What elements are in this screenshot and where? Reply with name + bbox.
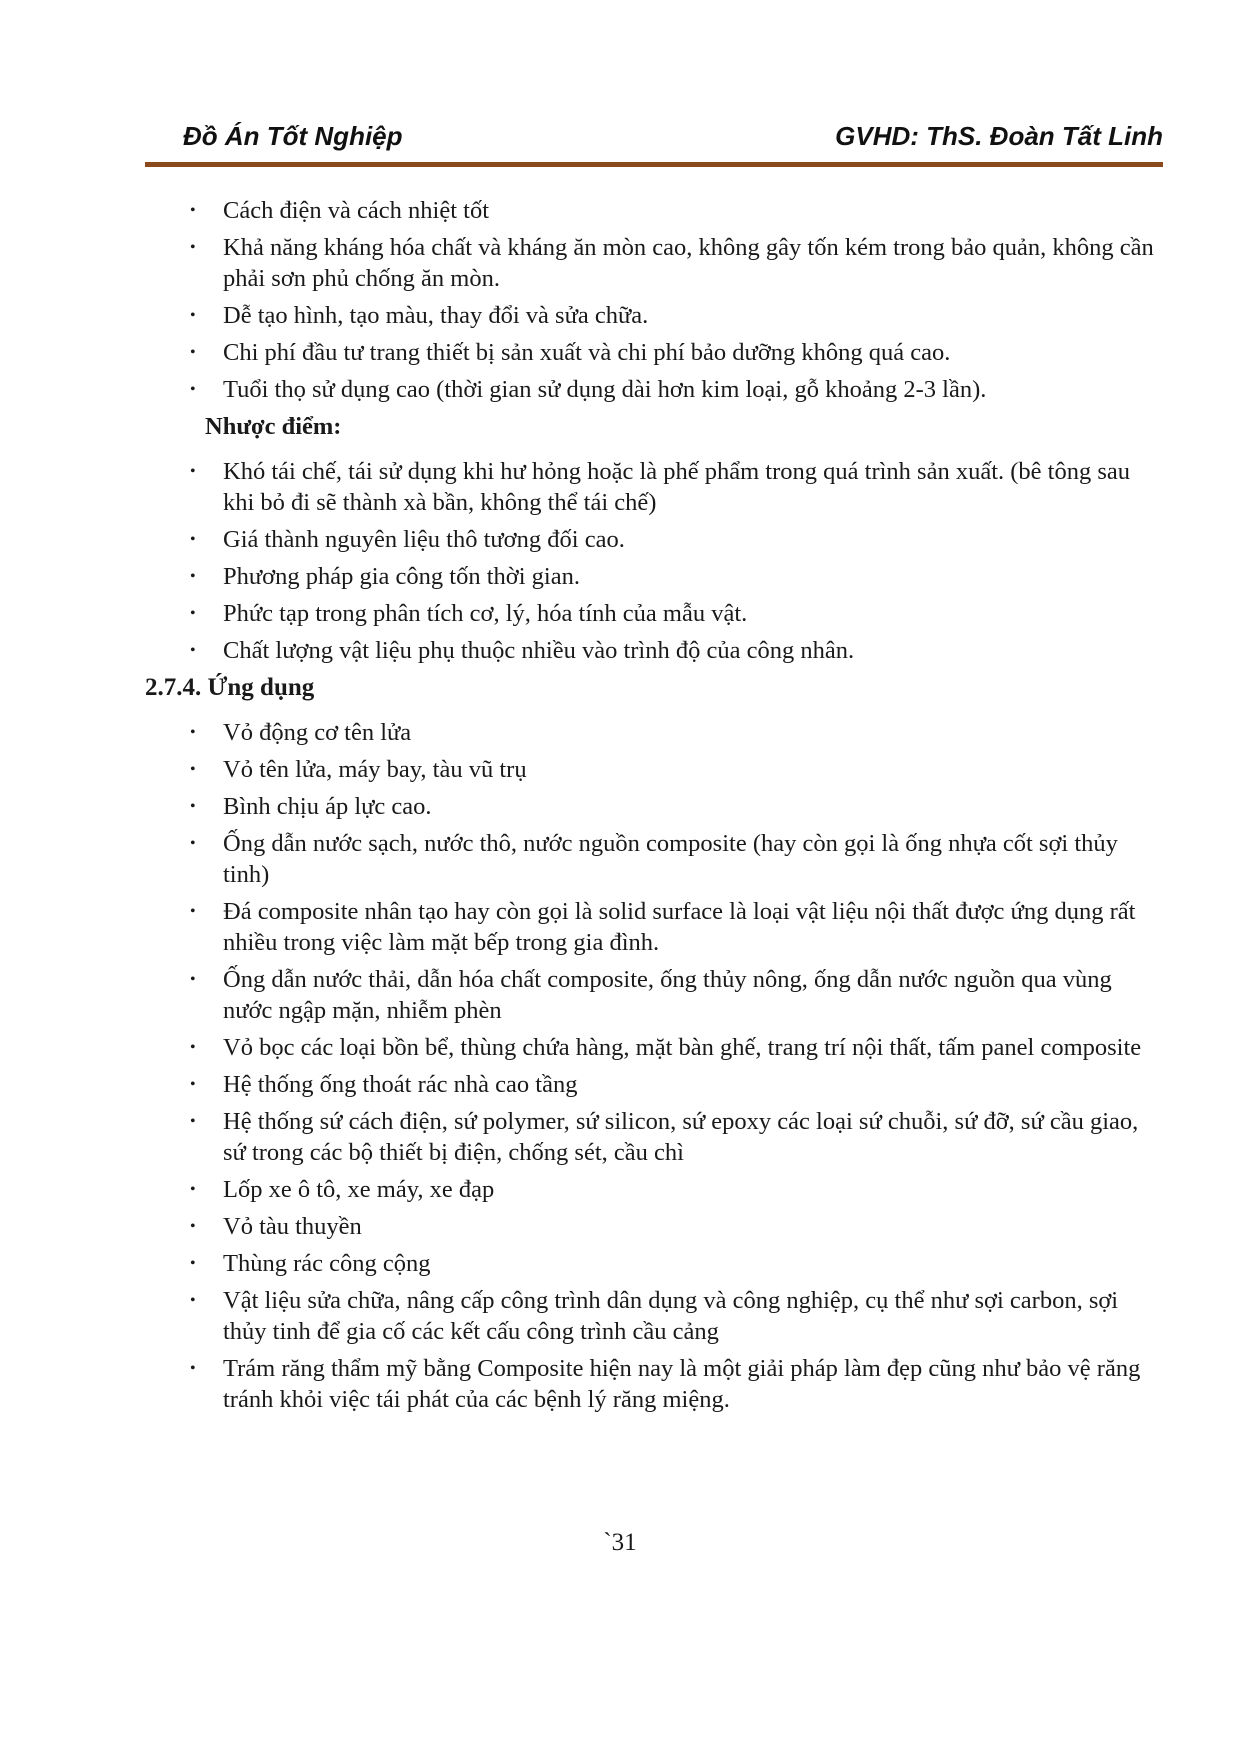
list-item-text: Vỏ động cơ tên lửa <box>223 719 412 746</box>
list-item-text: Khó tái chế, tái sử dụng khi hư hỏng hoặc là phế phẩm trong quá trình sản xuất. (bê tông sau khi bỏ đi sẽ thành xà bần, không thể tái chế) <box>223 458 1131 516</box>
list-item-text: Tuổi thọ sử dụng cao (thời gian sử dụng dài hơn kim loại, gỗ khoảng 2-3 lần). <box>223 376 987 403</box>
list-item <box>145 337 1165 368</box>
list-item-text: Lốp xe ô tô, xe máy, xe đạp <box>223 1176 495 1203</box>
list-item <box>145 717 1165 748</box>
bullet-icon: • <box>190 1113 196 1130</box>
list-item <box>145 374 1165 405</box>
bullet-icon: • <box>190 798 196 815</box>
list-item <box>145 791 1165 822</box>
header-document-title: Đồ Án Tốt Nghiệp <box>183 121 403 151</box>
page-number: `31 <box>603 1529 637 1556</box>
bullet-icon: • <box>190 202 196 219</box>
bullet-icon: • <box>190 1181 196 1198</box>
bullet-icon: • <box>190 835 196 852</box>
list-item <box>145 232 1165 294</box>
list-item <box>145 635 1165 666</box>
list-item-text: Thùng rác công cộng <box>223 1250 431 1277</box>
list-item <box>145 1174 1165 1205</box>
list-item <box>145 1248 1165 1279</box>
list-item-text: Vỏ tàu thuyền <box>223 1213 362 1240</box>
list-item <box>145 754 1165 785</box>
list-item-text: Bình chịu áp lực cao. <box>223 793 432 820</box>
list-item <box>145 300 1165 331</box>
bullet-icon: • <box>190 1292 196 1309</box>
list-item-text: Đá composite nhân tạo hay còn gọi là solid surface là loại vật liệu nội thất được ứng dụng rất nhiều trong việc làm mặt bếp trong gia đình. <box>223 898 1136 956</box>
bullet-icon: • <box>190 761 196 778</box>
list-item-text: Trám răng thẩm mỹ bằng Composite hiện nay là một giải pháp làm đẹp cũng như bảo vệ răng tránh khỏi việc tái phát của các bệnh lý răng miệng. <box>223 1355 1141 1413</box>
header-divider <box>145 162 1163 167</box>
advantages-list <box>145 195 1165 405</box>
bullet-icon: • <box>190 568 196 585</box>
bullet-icon: • <box>190 344 196 361</box>
list-item-text: Ống dẫn nước sạch, nước thô, nước nguồn composite (hay còn gọi là ống nhựa cốt sợi thủy tinh) <box>223 830 1118 888</box>
bullet-icon: • <box>190 1076 196 1093</box>
page-content <box>145 195 1165 1421</box>
list-item-text: Phức tạp trong phân tích cơ, lý, hóa tính của mẫu vật. <box>223 600 748 627</box>
applications-list <box>145 717 1165 1415</box>
list-item <box>145 896 1165 958</box>
section-heading-applications: 2.7.4. Ứng dụng <box>145 674 315 701</box>
list-item <box>145 195 1165 226</box>
bullet-icon: • <box>190 971 196 988</box>
list-item-text: Ống dẫn nước thải, dẫn hóa chất composite, ống thủy nông, ống dẫn nước nguồn qua vùng nước ngập mặn, nhiễm phèn <box>223 966 1112 1024</box>
bullet-icon: • <box>190 1360 196 1377</box>
list-item-text: Cách điện và cách nhiệt tốt <box>223 197 489 224</box>
list-item-text: Khả năng kháng hóa chất và kháng ăn mòn cao, không gây tốn kém trong bảo quản, không cần phải sơn phủ chống ăn mòn. <box>223 234 1154 292</box>
list-item <box>145 598 1165 629</box>
list-item-text: Vật liệu sửa chữa, nâng cấp công trình dân dụng và công nghiệp, cụ thể như sợi carbon, sợi thủy tinh để gia cố các kết cấu công trình cầu cảng <box>223 1287 1119 1345</box>
bullet-icon: • <box>190 307 196 324</box>
list-item <box>145 964 1165 1026</box>
list-item-text: Hệ thống sứ cách điện, sứ polymer, sứ silicon, sứ epoxy các loại sứ chuỗi, sứ đỡ, sứ cầu giao, sứ trong các bộ thiết bị điện, chống sét, cầu chì <box>223 1108 1139 1166</box>
bullet-icon: • <box>190 531 196 548</box>
list-item <box>145 456 1165 518</box>
list-item <box>145 524 1165 555</box>
list-item <box>145 1211 1165 1242</box>
bullet-icon: • <box>190 1039 196 1056</box>
bullet-icon: • <box>190 903 196 920</box>
list-item-text: Vỏ bọc các loại bồn bể, thùng chứa hàng, mặt bàn ghế, trang trí nội thất, tấm panel composite <box>223 1034 1142 1061</box>
bullet-icon: • <box>190 1218 196 1235</box>
list-item-text: Chất lượng vật liệu phụ thuộc nhiều vào trình độ của công nhân. <box>223 637 855 664</box>
disadvantages-heading: Nhược điểm: <box>205 413 342 440</box>
list-item-text: Chi phí đầu tư trang thiết bị sản xuất và chi phí bảo dưỡng không quá cao. <box>223 339 951 366</box>
bullet-icon: • <box>190 605 196 622</box>
bullet-icon: • <box>190 642 196 659</box>
list-item <box>145 1106 1165 1168</box>
bullet-icon: • <box>190 724 196 741</box>
list-item-text: Hệ thống ống thoát rác nhà cao tầng <box>223 1071 578 1098</box>
bullet-icon: • <box>190 1255 196 1272</box>
list-item <box>145 1032 1165 1063</box>
list-item <box>145 1285 1165 1347</box>
list-item-text: Vỏ tên lửa, máy bay, tàu vũ trụ <box>223 756 527 783</box>
list-item-text: Phương pháp gia công tốn thời gian. <box>223 563 580 590</box>
list-item <box>145 828 1165 890</box>
disadvantages-list <box>145 456 1165 666</box>
bullet-icon: • <box>190 239 196 256</box>
list-item-text: Giá thành nguyên liệu thô tương đối cao. <box>223 526 625 553</box>
list-item <box>145 1353 1165 1415</box>
list-item-text: Dễ tạo hình, tạo màu, thay đổi và sửa chữa. <box>223 302 649 329</box>
bullet-icon: • <box>190 463 196 480</box>
list-item <box>145 561 1165 592</box>
page-header <box>145 118 1163 158</box>
list-item <box>145 1069 1165 1100</box>
header-advisor: GVHD: ThS. Đoàn Tất Linh <box>835 121 1163 151</box>
bullet-icon: • <box>190 381 196 398</box>
